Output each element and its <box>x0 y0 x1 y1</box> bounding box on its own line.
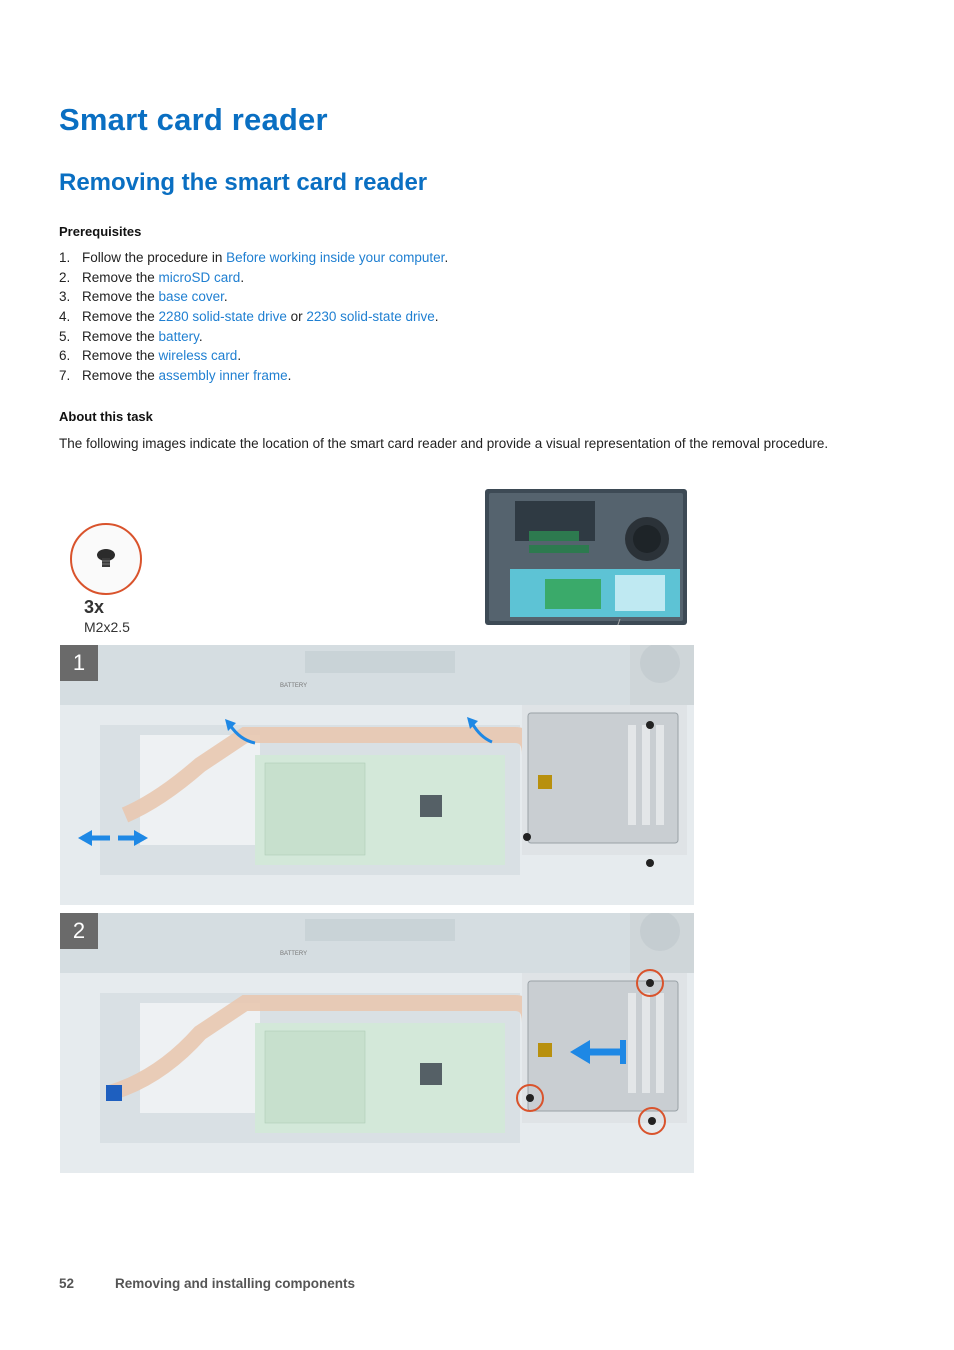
about-heading: About this task <box>59 409 153 424</box>
prerequisites-heading: Prerequisites <box>59 224 142 239</box>
removal-illustration <box>60 475 694 1172</box>
screw-size: M2x2.5 <box>84 619 130 635</box>
page-title: Smart card reader <box>59 102 328 137</box>
section-title: Removing the smart card reader <box>59 169 428 196</box>
list-item: 2. Remove the microSD card. <box>59 269 245 285</box>
link-battery[interactable]: battery <box>158 328 199 344</box>
footer-section: Removing and installing components <box>115 1276 356 1291</box>
step-2-badge: 2 <box>60 913 98 949</box>
svg-text:BATTERY: BATTERY <box>280 683 308 689</box>
page-number: 52 <box>59 1276 75 1291</box>
step-1-badge: 1 <box>60 645 98 681</box>
about-text: The following images indicate the location of the smart card reader and provide a visual representation of the removal procedure. <box>59 436 829 451</box>
list-item: 4. Remove the 2280 solid-state drive or 2230 solid-state drive. <box>59 309 439 325</box>
link-microsd-card[interactable]: microSD card <box>158 269 241 285</box>
step-2-illustration <box>60 913 694 1173</box>
link-2230-ssd[interactable]: 2230 solid-state drive <box>306 309 435 325</box>
step-1-illustration <box>60 645 694 905</box>
link-before-working[interactable]: Before working inside your computer <box>226 250 445 265</box>
list-item: 5. Remove the battery. <box>59 328 203 344</box>
list-item: 1. Follow the procedure in Before working inside your computer. <box>59 250 449 265</box>
screw-icon <box>72 525 140 593</box>
screw-callout <box>70 523 142 595</box>
link-wireless-card[interactable]: wireless card <box>158 348 238 364</box>
list-item: 6. Remove the wireless card. <box>59 348 242 364</box>
list-item: 3. Remove the base cover. <box>59 289 228 305</box>
list-item: 7. Remove the assembly inner frame. <box>59 368 292 384</box>
link-2280-ssd[interactable]: 2280 solid-state drive <box>158 309 287 325</box>
step-1-panel <box>60 645 694 905</box>
prerequisites-list <box>59 248 839 386</box>
link-base-cover[interactable]: base cover <box>158 289 224 305</box>
screw-legend <box>60 475 480 643</box>
system-overview-image <box>485 489 687 625</box>
screw-count: 3x <box>84 597 105 617</box>
svg-text:BATTERY: BATTERY <box>280 951 308 957</box>
step-2-panel <box>60 913 694 1173</box>
link-assembly-inner-frame[interactable]: assembly inner frame <box>158 368 288 384</box>
